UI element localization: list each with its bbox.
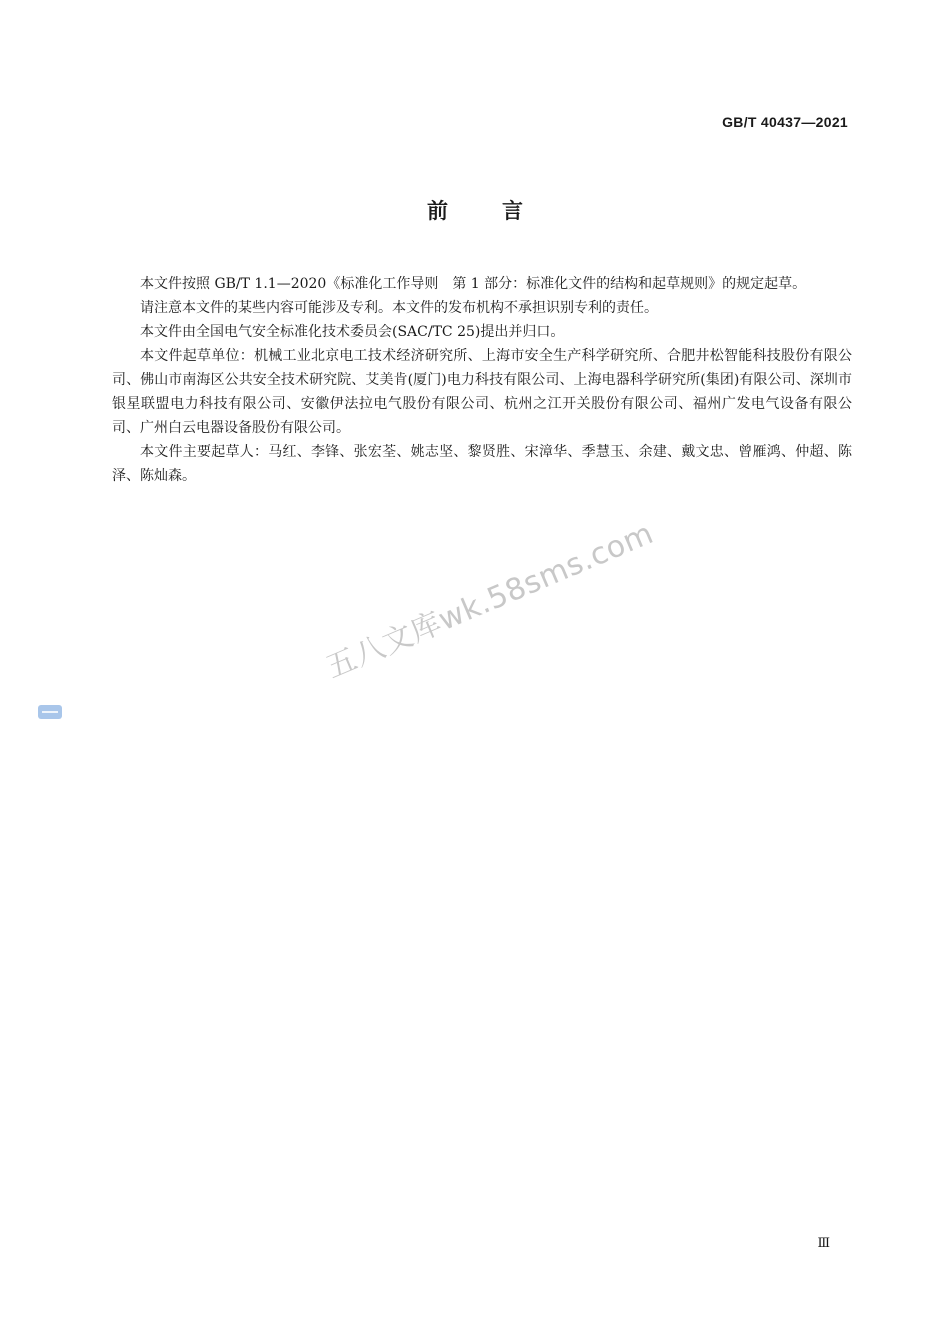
page-number: Ⅲ (817, 1236, 830, 1251)
standard-number: GB/T 40437—2021 (722, 114, 848, 130)
paragraph-drafting-units: 本文件起草单位：机械工业北京电工技术经济研究所、上海市安全生产科学研究所、合肥井松智能科技股份有限公司、佛山市南海区公共安全技术研究院、艾美肯(厦门)电力科技有限公司、上海电器科学研究所(集团)有限公司、深圳市银星联盟电力科技有限公司、安徽伊法拉电气股份有限公司、杭州之江开关股份有限公司、福州广发电气设备有限公司、广州白云电器设备股份有限公司。 (112, 348, 852, 436)
paragraph-drafting-rules: 本文件按照 GB/T 1.1—2020《标准化工作导则 第 1 部分：标准化文件的结构和起草规则》的规定起草。 (140, 276, 807, 292)
sac-logo-icon (38, 705, 62, 719)
paragraph-committee: 本文件由全国电气安全标准化技术委员会(SAC/TC 25)提出并归口。 (140, 324, 565, 340)
paragraph-patent-notice: 请注意本文件的某些内容可能涉及专利。本文件的发布机构不承担识别专利的责任。 (140, 300, 658, 316)
page-title: 前言 (427, 199, 577, 223)
body-text (112, 272, 852, 488)
watermark-text: 五八文库wk.58sms.com (321, 515, 659, 686)
paragraph-drafters: 本文件主要起草人：马红、李锋、张宏荃、姚志坚、黎贤胜、宋漳华、季慧玉、余建、戴文忠、曾雁鸿、仲超、陈泽、陈灿森。 (112, 444, 852, 484)
